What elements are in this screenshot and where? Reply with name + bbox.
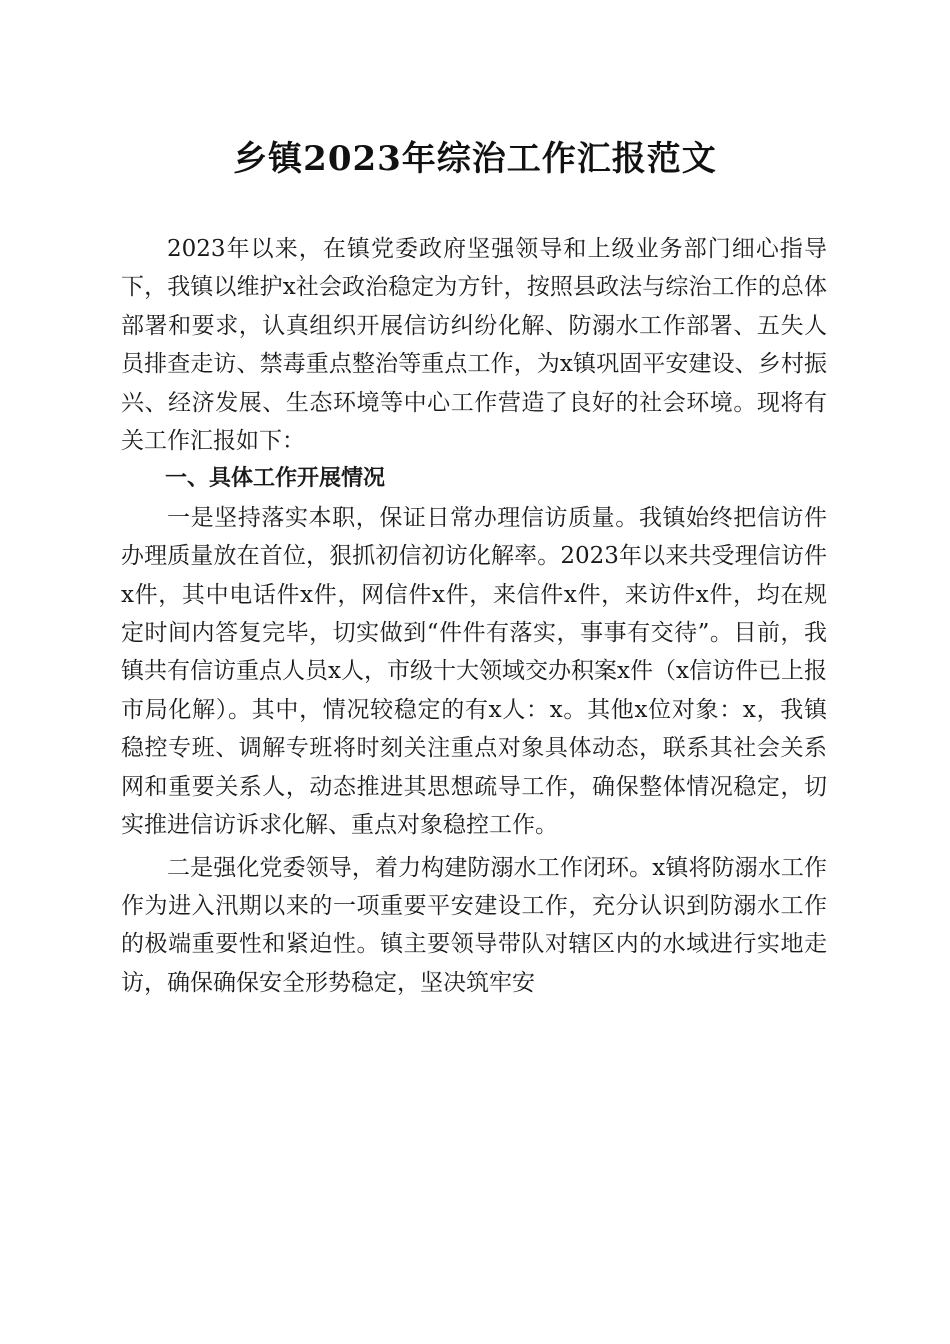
document-body bbox=[121, 230, 827, 1002]
item-2-paragraph bbox=[121, 849, 827, 1003]
intro-paragraph: 2023年以来，在镇党委政府坚强领导和上级业务部门细心指导下，我镇以维护x社会政治稳定为方针，按照县政法与综治工作的总体部署和要求，认真组织开展信访纠纷化解、防溺水工作部署、五失人员排查走访、禁毒重点整治等重点工作，为x镇巩固平安建设、乡村振兴、经济发展、生态环境等中心工作营造了良好的社会环境。现将有关工作汇报如下： bbox=[121, 236, 827, 455]
section-heading: 一、具体工作开展情况 bbox=[165, 466, 386, 492]
item-1-lead: 一是坚持落实本职，保证日常办理信访质量。 bbox=[167, 504, 639, 531]
item-1-body: 我镇始终把信访件办理质量放在首位，狠抓初信初访化解率。2023年以来共受理信访件x件，其中电话件x件，网信件x件，来信件x件，来访件x件，均在规定时间内答复完毕，切实做到“件件有落实，事事有交待”。目前，我镇共有信访重点人员x人，市级十大领域交办积案x件（x信访件已上报市局化解）。其中，情况较稳定的有x人：x。其他x位对象：x，我镇稳控专班、调解专班将时刻关注重点对象具体动态，联系其社会关系网和重要关系人，动态推进其思想疏导工作，确保整体情况稳定，切实推进信访诉求化解、重点对象稳控工作。 bbox=[121, 504, 828, 839]
document-title: 乡镇2023年综治工作汇报范文 bbox=[233, 139, 717, 179]
item-2-lead: 二是强化党委领导，着力构建防溺水工作闭环。 bbox=[167, 854, 653, 881]
item-2-body: x镇将防溺水工作作为进入汛期以来的一项重要平安建设工作，充分认识到防溺水工作的极端重要性和紧迫性。镇主要领导带队对辖区内的水域进行实地走访，确保确保安全形势稳定，坚决筑牢安 bbox=[121, 854, 827, 996]
item-1-paragraph bbox=[121, 499, 827, 845]
